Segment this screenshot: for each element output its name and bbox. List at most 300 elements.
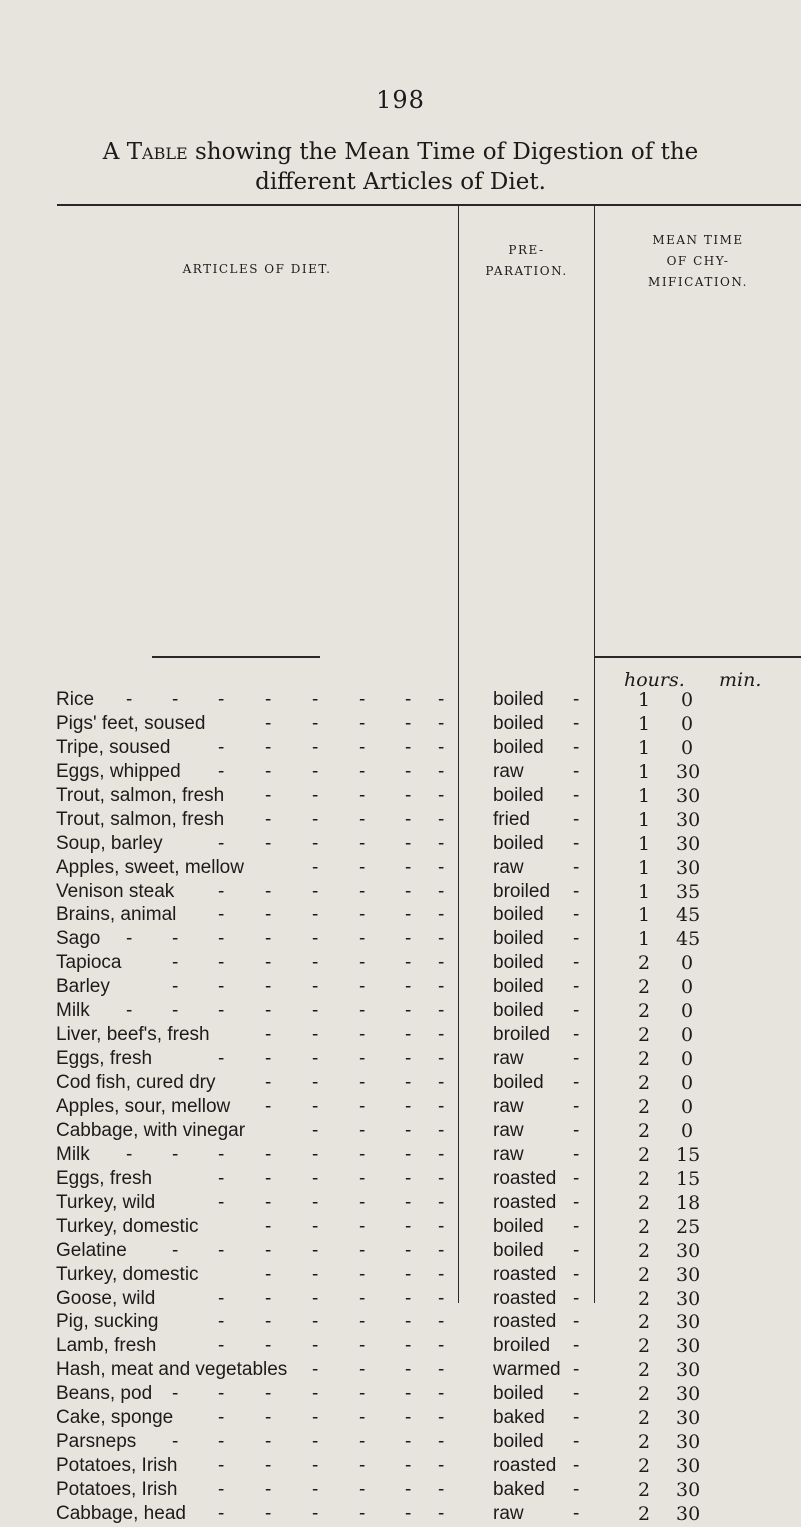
table-row — [0, 809, 801, 833]
leader-dash: - — [359, 1455, 366, 1477]
leader-dash: - — [312, 880, 319, 902]
leader-dash: - — [265, 832, 272, 854]
leader-dash: - — [126, 1000, 133, 1022]
leader-dash: - — [405, 1119, 412, 1141]
leader-dash: - — [438, 1311, 445, 1333]
leader-dash: - — [438, 832, 445, 854]
hours-value: 1 — [637, 928, 651, 951]
minutes-value: 30 — [676, 1407, 701, 1430]
leader-dash: - — [359, 736, 366, 758]
leader-dash: - — [438, 952, 445, 974]
leader-dash: - — [359, 760, 366, 782]
leader-dash: - — [312, 1072, 319, 1094]
leader-dash: - — [359, 1263, 366, 1285]
leader-dash: - — [438, 1215, 445, 1237]
leader-dash: - — [438, 1191, 445, 1213]
minutes-value: 15 — [676, 1167, 701, 1190]
leader-dash: - — [172, 976, 179, 998]
leader-dash: - — [438, 1479, 445, 1501]
minutes-value: 30 — [676, 1287, 701, 1310]
table-row — [0, 857, 801, 881]
hours-value: 2 — [637, 1383, 651, 1406]
table-row — [0, 1383, 801, 1407]
minutes-value: 25 — [676, 1215, 701, 1238]
hours-value: 1 — [637, 808, 651, 831]
leader-dash: - — [265, 712, 272, 734]
leader-dash: - — [405, 976, 412, 998]
minutes-value: 15 — [676, 1143, 701, 1166]
leader-dash: - — [218, 880, 225, 902]
leader-dash: - — [218, 952, 225, 974]
minutes-value: 30 — [676, 1502, 701, 1525]
preparation: roasted — [493, 1191, 557, 1213]
leader-dash: - — [265, 1335, 272, 1357]
leader-dash: - — [312, 736, 319, 758]
preparation: boiled — [493, 952, 544, 974]
leader-dash: - — [405, 1431, 412, 1453]
article-name: Lamb, fresh — [56, 1335, 157, 1357]
leader-dash: - — [405, 928, 412, 950]
leader-dash: - — [312, 976, 319, 998]
article-name: Beans, pod — [56, 1383, 153, 1405]
leader-dash: - — [359, 1167, 366, 1189]
table-row — [0, 1455, 801, 1479]
leader-dash: - — [312, 712, 319, 734]
leader-dash: - — [312, 1191, 319, 1213]
leader-dash: - — [359, 689, 366, 710]
preparation-dash: - — [573, 1502, 580, 1524]
hours-value: 1 — [637, 712, 651, 735]
minutes-value: 30 — [676, 1311, 701, 1334]
article-name: Apples, sweet, mellow — [56, 856, 244, 878]
preparation: raw — [493, 1095, 524, 1117]
preparation-dash: - — [573, 832, 580, 854]
hours-value: 2 — [637, 1119, 651, 1142]
leader-dash: - — [265, 1048, 272, 1070]
leader-dash: - — [359, 952, 366, 974]
leader-dash: - — [405, 1048, 412, 1070]
leader-dash: - — [359, 784, 366, 806]
leader-dash: - — [265, 1024, 272, 1046]
preparation: baked — [493, 1407, 545, 1429]
leader-dash: - — [405, 832, 412, 854]
leader-dash: - — [172, 952, 179, 974]
preparation: raw — [493, 856, 524, 878]
leader-dash: - — [438, 736, 445, 758]
leader-dash: - — [438, 880, 445, 902]
hours-value: 1 — [637, 880, 651, 903]
preparation: boiled — [493, 736, 544, 758]
article-name: Goose, wild — [56, 1287, 156, 1309]
leader-dash: - — [218, 1431, 225, 1453]
leader-dash: - — [265, 1263, 272, 1285]
minutes-value: 0 — [681, 976, 694, 999]
hours-value: 1 — [637, 784, 651, 807]
minutes-value: 30 — [676, 856, 701, 879]
article-name: Venison steak — [56, 880, 175, 902]
preparation: boiled — [493, 1000, 544, 1022]
leader-dash: - — [265, 904, 272, 926]
leader-dash: - — [265, 952, 272, 974]
leader-dash: - — [218, 1191, 225, 1213]
leader-dash: - — [359, 808, 366, 830]
article-name: Potatoes, Irish — [56, 1455, 178, 1477]
preparation-dash: - — [573, 904, 580, 926]
hours-value: 2 — [637, 1000, 651, 1023]
preparation: boiled — [493, 1215, 544, 1237]
leader-dash: - — [359, 1502, 366, 1524]
preparation-dash: - — [573, 736, 580, 758]
hours-value: 2 — [637, 952, 651, 975]
preparation-dash: - — [573, 689, 580, 710]
preparation-dash: - — [573, 952, 580, 974]
minutes-value: 0 — [681, 712, 694, 735]
leader-dash: - — [265, 1239, 272, 1261]
table-row — [0, 737, 801, 761]
hours-value: 2 — [637, 1335, 651, 1358]
preparation: boiled — [493, 712, 544, 734]
table-row — [0, 1072, 801, 1096]
preparation-dash: - — [573, 1143, 580, 1165]
leader-dash: - — [359, 1048, 366, 1070]
preparation-dash: - — [573, 1359, 580, 1381]
leader-dash: - — [359, 1407, 366, 1429]
leader-dash: - — [405, 760, 412, 782]
minutes-value: 30 — [676, 1383, 701, 1406]
preparation-dash: - — [573, 880, 580, 902]
leader-dash: - — [265, 808, 272, 830]
article-name: Soup, barley — [56, 832, 163, 854]
hours-value: 2 — [637, 1311, 651, 1334]
leader-dash: - — [312, 1455, 319, 1477]
header-underline-time — [594, 656, 801, 658]
table-row — [0, 952, 801, 976]
leader-dash: - — [265, 1000, 272, 1022]
preparation: broiled — [493, 1024, 551, 1046]
hours-value: 2 — [637, 1095, 651, 1118]
leader-dash: - — [265, 1167, 272, 1189]
leader-dash: - — [405, 736, 412, 758]
preparation-dash: - — [573, 1167, 580, 1189]
leader-dash: - — [359, 880, 366, 902]
hours-value: 2 — [637, 1287, 651, 1310]
leader-dash: - — [359, 1095, 366, 1117]
leader-dash: - — [265, 1191, 272, 1213]
hours-value: 1 — [637, 760, 651, 783]
table-row — [0, 1264, 801, 1288]
preparation-dash: - — [573, 1024, 580, 1046]
table-row — [0, 689, 801, 713]
hours-value: 2 — [637, 1048, 651, 1071]
table-row — [0, 1000, 801, 1024]
leader-dash: - — [405, 1167, 412, 1189]
leader-dash: - — [218, 1479, 225, 1501]
leader-dash: - — [312, 1119, 319, 1141]
leader-dash: - — [405, 808, 412, 830]
preparation-dash: - — [573, 1191, 580, 1213]
article-name: Liver, beef's, fresh — [56, 1024, 210, 1046]
preparation: roasted — [493, 1167, 557, 1189]
minutes-value: 0 — [681, 1072, 694, 1095]
minutes-value: 30 — [676, 1335, 701, 1358]
preparation: roasted — [493, 1311, 557, 1333]
leader-dash: - — [218, 689, 225, 710]
hours-value: 2 — [637, 1455, 651, 1478]
leader-dash: - — [265, 1311, 272, 1333]
hours-value: 2 — [637, 1407, 651, 1430]
preparation-dash: - — [573, 1407, 580, 1429]
article-name: Eggs, fresh — [56, 1167, 153, 1189]
preparation-dash: - — [573, 1431, 580, 1453]
leader-dash: - — [265, 1215, 272, 1237]
table-row — [0, 1335, 801, 1359]
leader-dash: - — [265, 689, 272, 710]
leader-dash: - — [218, 1167, 225, 1189]
article-name: Cake, sponge — [56, 1407, 174, 1429]
leader-dash: - — [265, 1072, 272, 1094]
preparation-dash: - — [573, 1215, 580, 1237]
leader-dash: - — [172, 689, 179, 710]
minutes-value: 0 — [681, 1024, 694, 1047]
minutes-value: 18 — [676, 1191, 701, 1214]
preparation-dash: - — [573, 1311, 580, 1333]
header-preparation: PRE- PARATION. — [485, 243, 568, 278]
leader-dash: - — [312, 1311, 319, 1333]
leader-dash: - — [405, 1239, 412, 1261]
minutes-value: 30 — [676, 1479, 701, 1502]
preparation-dash: - — [573, 1095, 580, 1117]
leader-dash: - — [438, 1119, 445, 1141]
preparation: baked — [493, 1479, 545, 1501]
leader-dash: - — [359, 1143, 366, 1165]
hours-value: 2 — [637, 1359, 651, 1382]
leader-dash: - — [405, 1455, 412, 1477]
table-row — [0, 761, 801, 785]
hours-value: 2 — [637, 1024, 651, 1047]
leader-dash: - — [405, 784, 412, 806]
leader-dash: - — [359, 1479, 366, 1501]
leader-dash: - — [359, 1072, 366, 1094]
article-name: Trout, salmon, fresh — [56, 784, 225, 806]
leader-dash: - — [312, 1335, 319, 1357]
leader-dash: - — [218, 760, 225, 782]
table-row — [0, 881, 801, 905]
article-name: Sago — [56, 928, 101, 950]
units-hours: hours. — [624, 669, 685, 691]
leader-dash: - — [312, 904, 319, 926]
hours-value: 2 — [637, 1431, 651, 1454]
header-articles: ARTICLES OF DIET. — [182, 262, 332, 276]
leader-dash: - — [438, 1431, 445, 1453]
preparation-dash: - — [573, 1239, 580, 1261]
title-prefix: A — [102, 139, 120, 165]
leader-dash: - — [438, 808, 445, 830]
hours-value: 2 — [637, 1502, 651, 1525]
leader-dash: - — [265, 1407, 272, 1429]
preparation-dash: - — [573, 1479, 580, 1501]
leader-dash: - — [359, 1000, 366, 1022]
leader-dash: - — [312, 1502, 319, 1524]
table-row — [0, 904, 801, 928]
leader-dash: - — [405, 1095, 412, 1117]
article-name: Apples, sour, mellow — [56, 1095, 231, 1117]
leader-dash: - — [312, 1024, 319, 1046]
article-name: Eggs, whipped — [56, 760, 181, 782]
leader-dash: - — [359, 1311, 366, 1333]
leader-dash: - — [405, 1000, 412, 1022]
leader-dash: - — [438, 1000, 445, 1022]
table-row — [0, 1503, 801, 1527]
title-smallcaps: Table — [126, 139, 188, 165]
article-name: Gelatine — [56, 1239, 127, 1261]
leader-dash: - — [312, 1215, 319, 1237]
leader-dash: - — [218, 1455, 225, 1477]
leader-dash: - — [359, 1239, 366, 1261]
preparation: raw — [493, 760, 524, 782]
leader-dash: - — [312, 1143, 319, 1165]
leader-dash: - — [312, 952, 319, 974]
leader-dash: - — [218, 928, 225, 950]
leader-dash: - — [438, 1263, 445, 1285]
leader-dash: - — [438, 1383, 445, 1405]
article-name: Barley — [56, 976, 110, 998]
preparation-dash: - — [573, 928, 580, 950]
leader-dash: - — [218, 1287, 225, 1309]
leader-dash: - — [218, 1407, 225, 1429]
leader-dash: - — [405, 1263, 412, 1285]
leader-dash: - — [265, 1383, 272, 1405]
leader-dash: - — [405, 1072, 412, 1094]
article-name: Cabbage, head — [56, 1502, 186, 1524]
leader-dash: - — [218, 1143, 225, 1165]
leader-dash: - — [218, 976, 225, 998]
leader-dash: - — [359, 712, 366, 734]
hours-value: 2 — [637, 1143, 651, 1166]
leader-dash: - — [312, 1048, 319, 1070]
article-name: Eggs, fresh — [56, 1048, 153, 1070]
article-name: Pigs' feet, soused — [56, 712, 206, 734]
minutes-value: 30 — [676, 760, 701, 783]
article-name: Trout, salmon, fresh — [56, 808, 225, 830]
preparation: boiled — [493, 784, 544, 806]
page-number: 198 — [376, 86, 425, 114]
leader-dash: - — [265, 1502, 272, 1524]
leader-dash: - — [172, 1383, 179, 1405]
leader-dash: - — [312, 1407, 319, 1429]
preparation: boiled — [493, 1239, 544, 1261]
article-name: Hash, meat and vegetables — [56, 1359, 288, 1381]
table-row — [0, 928, 801, 952]
table-row — [0, 1216, 801, 1240]
minutes-value: 30 — [676, 1455, 701, 1478]
preparation: boiled — [493, 1383, 544, 1405]
minutes-value: 0 — [681, 1048, 694, 1071]
table-row — [0, 785, 801, 809]
leader-dash: - — [405, 1024, 412, 1046]
hours-value: 2 — [637, 1263, 651, 1286]
leader-dash: - — [438, 1048, 445, 1070]
leader-dash: - — [438, 928, 445, 950]
article-name: Tripe, soused — [56, 736, 171, 758]
preparation-dash: - — [573, 1383, 580, 1405]
leader-dash: - — [438, 1502, 445, 1524]
preparation: raw — [493, 1048, 524, 1070]
table-row — [0, 976, 801, 1000]
hours-value: 2 — [637, 1167, 651, 1190]
leader-dash: - — [438, 784, 445, 806]
preparation: warmed — [493, 1359, 561, 1381]
preparation: boiled — [493, 928, 544, 950]
leader-dash: - — [265, 976, 272, 998]
leader-dash: - — [218, 1048, 225, 1070]
leader-dash: - — [438, 760, 445, 782]
leader-dash: - — [312, 1383, 319, 1405]
table-title — [0, 137, 801, 197]
minutes-value: 0 — [681, 952, 694, 975]
preparation: boiled — [493, 904, 544, 926]
table-row — [0, 1359, 801, 1383]
preparation: roasted — [493, 1455, 557, 1477]
hours-value: 2 — [637, 1239, 651, 1262]
header-mean-time: MEAN TIME OF CHY- MIFICATION. — [648, 233, 748, 289]
leader-dash: - — [172, 1431, 179, 1453]
table-row — [0, 1288, 801, 1312]
hours-value: 1 — [637, 832, 651, 855]
preparation: boiled — [493, 689, 544, 710]
header-underline-articles — [152, 656, 320, 658]
leader-dash: - — [312, 1000, 319, 1022]
article-name: Milk — [56, 1143, 90, 1165]
leader-dash: - — [312, 1167, 319, 1189]
leader-dash: - — [265, 1455, 272, 1477]
leader-dash: - — [405, 1287, 412, 1309]
leader-dash: - — [405, 880, 412, 902]
article-name: Cod fish, cured dry — [56, 1072, 216, 1094]
leader-dash: - — [438, 1024, 445, 1046]
leader-dash: - — [359, 832, 366, 854]
article-name: Turkey, wild — [56, 1191, 156, 1213]
leader-dash: - — [405, 1407, 412, 1429]
preparation-dash: - — [573, 784, 580, 806]
hours-value: 2 — [637, 1479, 651, 1502]
leader-dash: - — [218, 1239, 225, 1261]
leader-dash: - — [312, 760, 319, 782]
leader-dash: - — [265, 1143, 272, 1165]
leader-dash: - — [438, 1335, 445, 1357]
leader-dash: - — [126, 689, 133, 710]
leader-dash: - — [265, 1431, 272, 1453]
leader-dash: - — [405, 904, 412, 926]
leader-dash: - — [359, 1431, 366, 1453]
leader-dash: - — [172, 1239, 179, 1261]
leader-dash: - — [405, 1143, 412, 1165]
leader-dash: - — [312, 1239, 319, 1261]
article-name: Turkey, domestic — [56, 1263, 199, 1285]
leader-dash: - — [312, 1479, 319, 1501]
table-row — [0, 1096, 801, 1120]
leader-dash: - — [265, 784, 272, 806]
leader-dash: - — [265, 1479, 272, 1501]
leader-dash: - — [359, 928, 366, 950]
minutes-value: 30 — [676, 1431, 701, 1454]
leader-dash: - — [359, 1119, 366, 1141]
preparation-dash: - — [573, 808, 580, 830]
leader-dash: - — [218, 832, 225, 854]
preparation-dash: - — [573, 1000, 580, 1022]
leader-dash: - — [265, 928, 272, 950]
leader-dash: - — [438, 1407, 445, 1429]
article-name: Pig, sucking — [56, 1311, 159, 1333]
